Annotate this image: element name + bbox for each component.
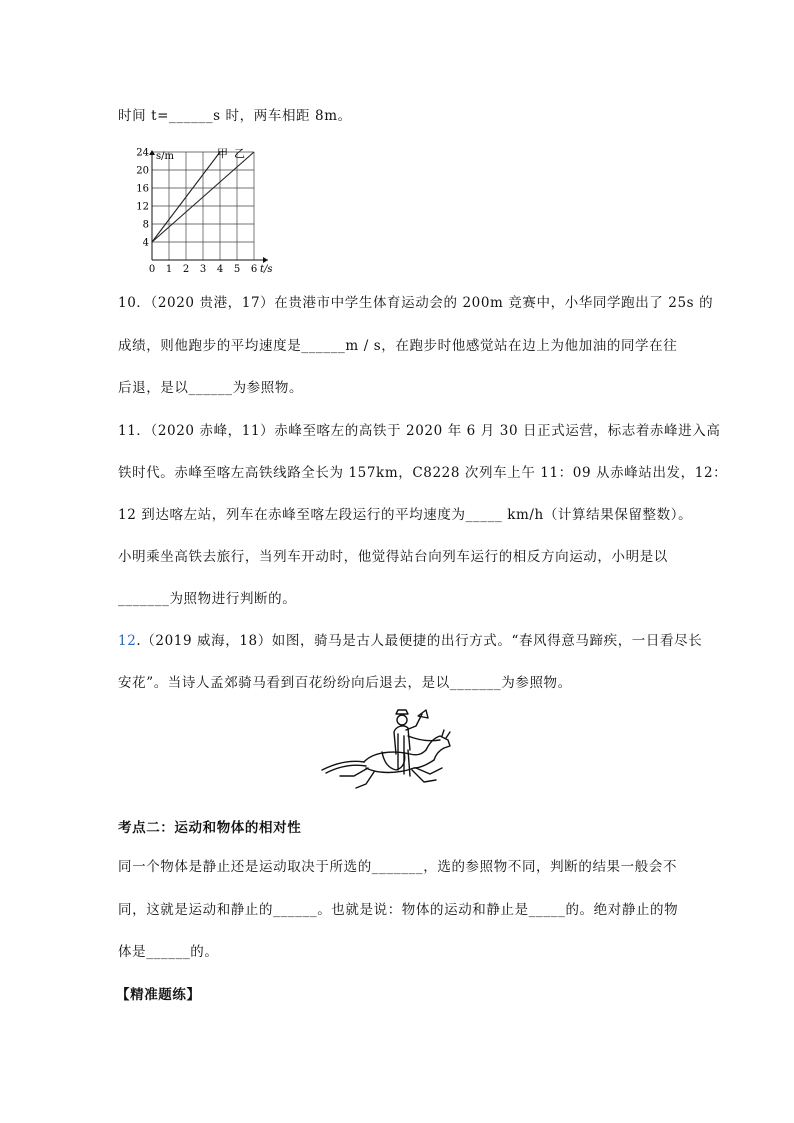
section2-line1: 同一个物体是静止还是运动取决于所选的_______，选的参照物不同，判断的结果一般会不 [118, 859, 678, 875]
q10-line3: 后退，是以______为参照物。 [118, 380, 304, 396]
y-tick-label: 16 [136, 183, 149, 195]
q10-line1: 10．（2020 贵港，17）在贵港市中学生体育运动会的 200m 竞赛中，小华同学跑出了 25s 的 [118, 295, 714, 311]
series-label-yi: 乙 [234, 147, 245, 160]
q12-line2: 安花”。当诗人孟郊骑马看到百花纷纷向后退去，是以_______为参照物。 [118, 675, 572, 691]
q11-line5: _______为照物进行判断的。 [118, 591, 297, 607]
x-axis-label: t/s [260, 264, 273, 275]
graph-grid [152, 152, 254, 260]
q11-line2: 铁时代。赤峰至喀左高铁线路全长为 157km，C8228 次列车上午 11：09 从赤峰站出发，12： [118, 465, 728, 481]
section2-heading: 考点二：运动和物体的相对性 [118, 820, 302, 836]
y-tick-label: 24 [136, 147, 149, 159]
q11-line4: 小明乘坐高铁去旅行，当列车开动时，他觉得站台向列车运行的相反方向运动，小明是以 [118, 549, 668, 565]
section2-line2: 同，这就是运动和静止的______。也就是说：物体的运动和静止是_____的。绝对静止的物 [118, 902, 679, 918]
y-tick-label: 8 [142, 219, 149, 231]
x-tick-label: 4 [216, 264, 224, 275]
x-tick-label: 1 [165, 264, 173, 275]
q12-line1-text: .（2019 威海，18）如图，骑马是古人最便捷的出行方式。“春风得意马蹄疾，一日看尽长 [136, 633, 703, 649]
q12-number: 12 [118, 633, 137, 649]
x-tick-label: 5 [233, 264, 241, 275]
y-axis-arrow [149, 150, 155, 155]
q11-line3: 12 到达喀左站，列车在赤峰至喀左段运行的平均速度为_____ km/h（计算结果保留整数）。 [118, 507, 693, 523]
y-tick-label: 4 [142, 237, 149, 249]
x-tick-label: 6 [250, 264, 258, 275]
y-tick-label: 20 [136, 165, 149, 177]
x-tick-label: 0 [148, 264, 156, 275]
section2-line3: 体是______的。 [118, 944, 219, 960]
q10-line2: 成绩，则他跑步的平均速度是______m / s，在跑步时他感觉站在边上为他加油的同学在往 [118, 338, 678, 354]
x-axis-arrow [263, 257, 268, 263]
horse-rider-illustration [318, 710, 468, 795]
x-tick-label: 2 [182, 264, 190, 275]
q11-line1: 11．（2020 赤峰，11）赤峰至喀左的高铁于 2020 年 6 月 30 日正式运营，标志着赤峰进入高 [118, 423, 721, 439]
y-axis-label: s/m [156, 151, 174, 162]
practice-heading: 【精准题练】 [116, 987, 201, 1003]
intro-line: 时间 t=______s 时，两车相距 8m。 [118, 108, 352, 124]
graph-labels [136, 147, 272, 275]
q12-line1 [118, 631, 702, 651]
x-tick-label: 3 [199, 264, 207, 275]
st-graph [136, 147, 290, 276]
series-label-jia: 甲 [217, 147, 228, 160]
y-tick-label: 12 [136, 201, 149, 213]
